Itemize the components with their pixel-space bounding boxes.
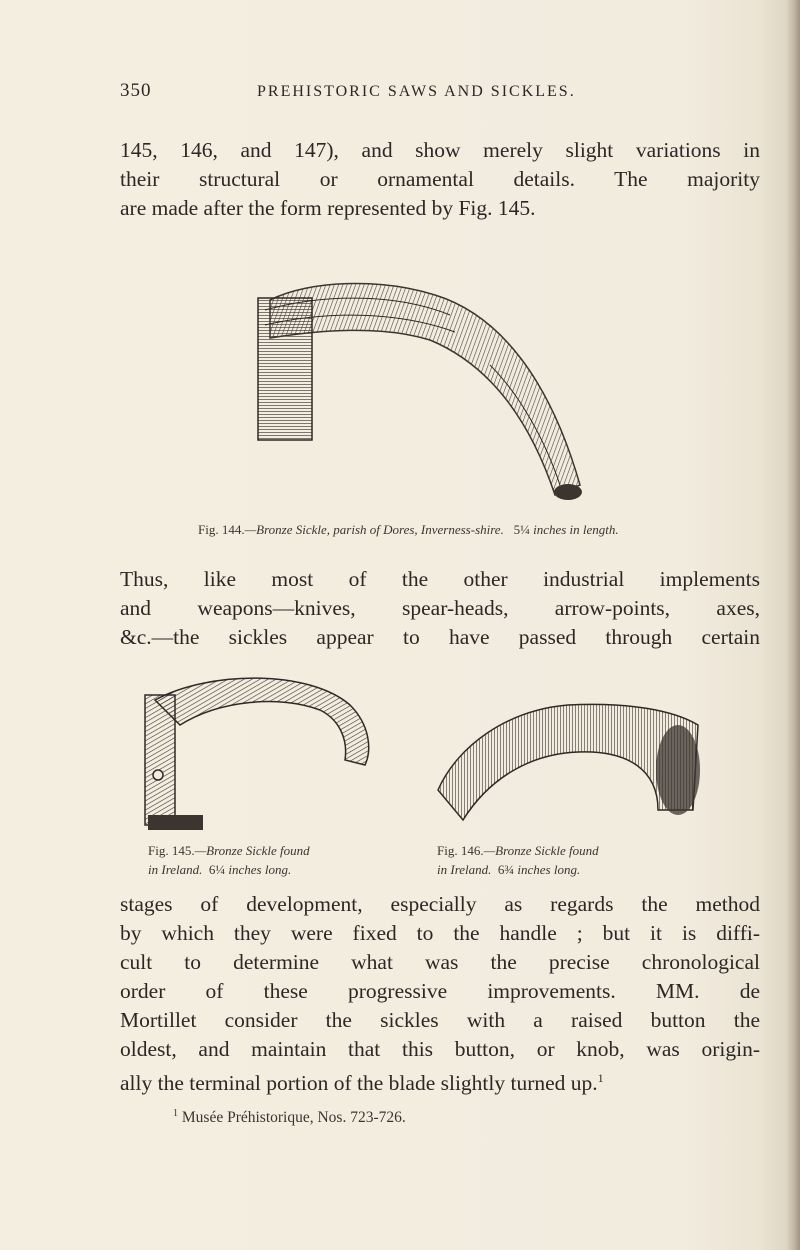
fig-size: 6¾ xyxy=(497,862,515,877)
page-edge-shadow xyxy=(786,0,800,1250)
fig-label: Fig. 145. xyxy=(148,843,195,858)
fig-145-sickle-illustration xyxy=(140,665,380,835)
page-number: 350 xyxy=(120,80,152,101)
fig-caption-text: in Ireland. xyxy=(148,862,203,877)
text-line: order of these progressive improvements. MM. de xyxy=(120,979,760,1003)
footnote-text: Musée Préhistorique, Nos. 723-726. xyxy=(181,1109,406,1127)
page-header xyxy=(120,80,760,110)
text-line: oldest, and maintain that this button, or knob, was origin- xyxy=(120,1037,760,1061)
fig-caption-text: in Ireland. xyxy=(437,862,492,877)
fig-size-suffix: inches long. xyxy=(517,862,581,877)
text-line: Mortillet consider the sickles with a raised button the xyxy=(120,1008,760,1032)
text-line: stages of development, especially as regards the method xyxy=(120,892,760,916)
text-line: cult to determine what was the precise chronological xyxy=(120,950,760,974)
fig-size: 6¼ xyxy=(208,862,226,877)
footnote xyxy=(173,1108,406,1127)
fig-146-caption xyxy=(437,843,599,878)
fig-146-sickle-illustration xyxy=(428,690,708,825)
paragraph-2 xyxy=(120,565,760,652)
fig-caption-text: —Bronze Sickle found xyxy=(194,843,310,858)
text-line: their structural or ornamental details. The majority xyxy=(120,167,760,191)
text-line-content: ally the terminal portion of the blade slightly turned up. xyxy=(120,1071,598,1096)
footnote-reference: 1 xyxy=(597,1071,604,1085)
fig-145-caption xyxy=(148,843,310,878)
fig-144-sickle-illustration xyxy=(250,270,610,510)
text-line: and weapons—knives, spear-heads, arrow-points, axes, xyxy=(120,596,760,620)
fig-label: Fig. 144. xyxy=(198,522,245,537)
fig-caption-text: —Bronze Sickle found xyxy=(483,843,599,858)
fig-144-caption xyxy=(198,522,619,538)
running-title: PREHISTORIC SAWS AND SICKLES. xyxy=(257,83,576,100)
paragraph-3 xyxy=(120,890,760,1098)
text-line: are made after the form represented by Fig. 145. xyxy=(120,196,536,220)
text-line: &c.—the sickles appear to have passed through certain xyxy=(120,625,760,649)
fig-size-suffix: inches in length. xyxy=(533,522,619,537)
fig-label: Fig. 146. xyxy=(437,843,484,858)
text-line: Thus, like most of the other industrial implements xyxy=(120,567,760,591)
fig-size-suffix: inches long. xyxy=(228,862,292,877)
text-line xyxy=(120,1064,760,1098)
fig-caption-text: —Bronze Sickle, parish of Dores, Inverness-shire. xyxy=(244,522,504,537)
paragraph-1 xyxy=(120,136,760,223)
text-line: 145, 146, and 147), and show merely slight variations in xyxy=(120,138,760,162)
footnote-marker: 1 xyxy=(173,1108,178,1119)
fig-size: 5¼ xyxy=(513,522,530,537)
text-line: by which they were fixed to the handle ; but it is diffi- xyxy=(120,921,760,945)
